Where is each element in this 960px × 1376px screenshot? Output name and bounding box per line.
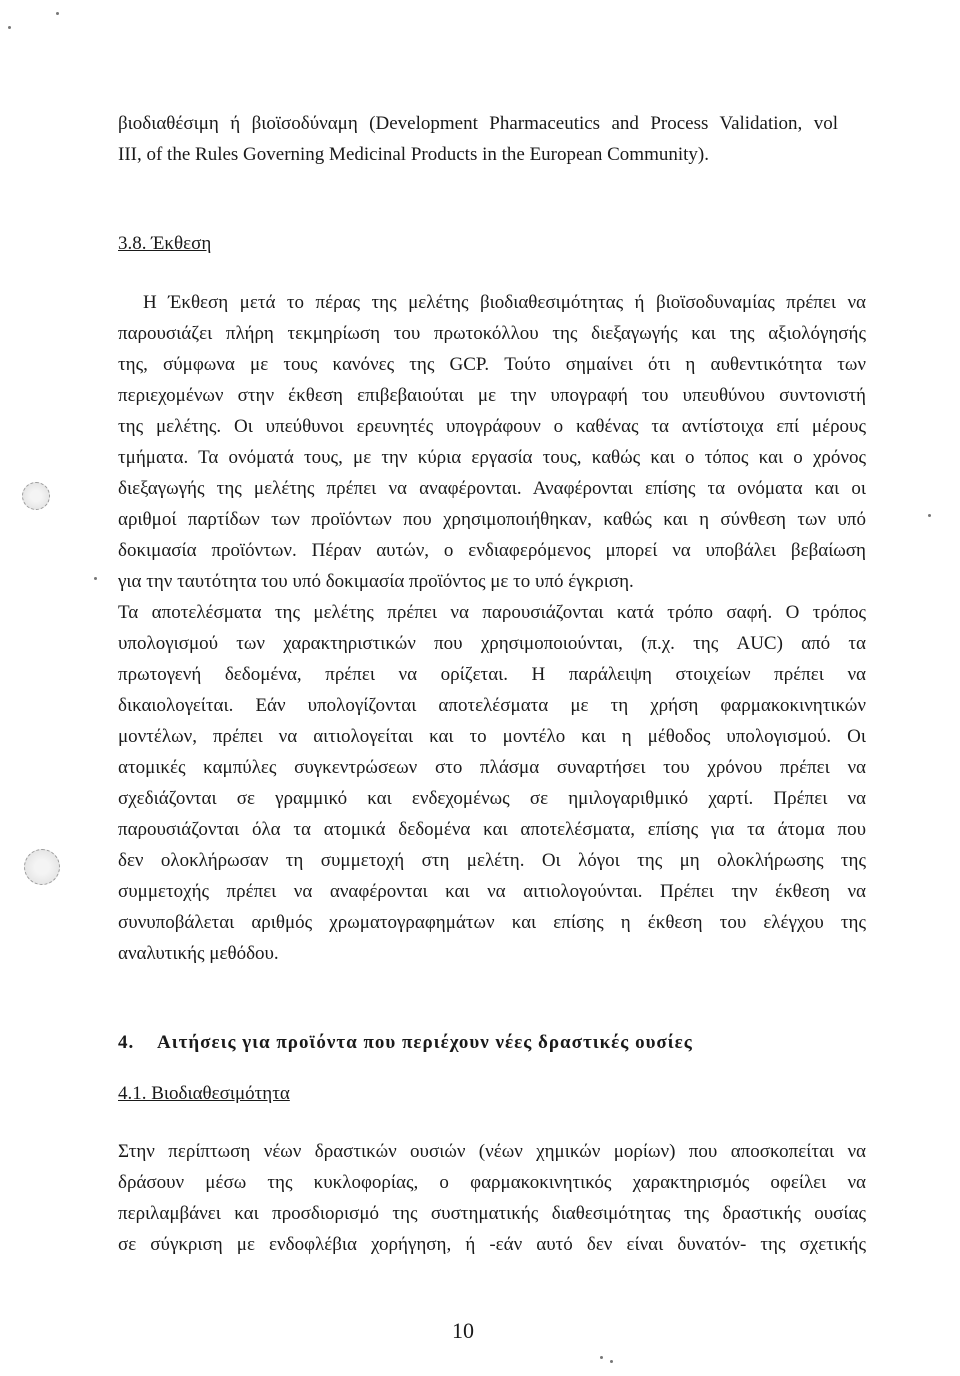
scan-speck: [94, 577, 97, 580]
paragraph-line: δικαιολογείται. Εάν υπολογίζονται αποτελέσματα με τη χρήση φαρμακοκινητικών: [118, 695, 866, 716]
paragraph-line: παρουσιάζει πλήρη τεκμηρίωση του πρωτοκόλλου της διεξαγωγής και της αξιολόγησής: [118, 323, 866, 344]
section-title-4: Αιτήσεις για προϊόντα που περιέχουν νέες δραστικές ουσίες: [157, 1032, 693, 1053]
punch-hole-icon: [24, 849, 60, 885]
paragraph-line: πρωτογενή δεδομένα, πρέπει να ορίζεται. Η παράλειψη στοιχείων πρέπει να: [118, 664, 866, 685]
paragraph-line: παρουσιάζονται όλα τα ατομικά δεδομένα και αποτελέσματα, επίσης για τα άτομα που: [118, 819, 866, 840]
section-number-4: 4.: [118, 1032, 135, 1053]
paragraph-line: αριθμοί παρτίδων των προϊόντων που χρησιμοποιήθηκαν, καθώς και η σύνθεση των υπό: [118, 509, 866, 530]
subsection-heading-4-1: 4.1. Βιοδιαθεσιμότητα: [118, 1083, 290, 1104]
paragraph-line: Η Έκθεση μετά το πέρας της μελέτης βιοδιαθεσιμότητας ή βιοϊσοδυναμίας πρέπει να: [143, 292, 866, 313]
paragraph-line: συνυποβάλεται αριθμός χρωματογραφημάτων και επίσης η έκθεση του ελέγχου της: [118, 912, 866, 933]
scan-speck: [610, 1360, 613, 1363]
paragraph-line: της, σύμφωνα με τους κανόνες της GCP. Τούτο σημαίνει ότι η αυθεντικότητα των: [118, 354, 866, 375]
paragraph-line: Στην περίπτωση νέων δραστικών ουσιών (νέων χημικών μορίων) που αποσκοπείται να: [118, 1141, 866, 1162]
page-number: 10: [452, 1318, 474, 1343]
paragraph-line: συμμετοχής πρέπει να αναφέρονται και να αιτιολογούνται. Πρέπει την έκθεση να: [118, 881, 866, 902]
paragraph-line: περιλαμβάνει και προσδιορισμό της συστηματικής διαθεσιμότητας της δραστικής ουσίας: [118, 1203, 866, 1224]
punch-hole-icon: [22, 482, 50, 510]
scan-speck: [8, 26, 11, 29]
intro-line: βιοδιαθέσιμη ή βιοϊσοδύναμη (Development Pharmaceutics and Process Validation, vol: [118, 113, 838, 134]
paragraph-line: δράσουν μέσω της κυκλοφορίας, ο φαρμακοκινητικός χαρακτηρισμός οφείλει να: [118, 1172, 866, 1193]
scan-speck: [928, 514, 931, 517]
paragraph-line: δοκιμασία προϊόντων. Πέραν αυτών, ο ενδιαφερόμενος μπορεί να υποβάλει βεβαίωση: [118, 540, 866, 561]
paragraph-line: Τα αποτελέσματα της μελέτης πρέπει να παρουσιάζονται κατά τρόπο σαφή. Ο τρόπος: [118, 602, 866, 623]
scan-speck: [600, 1356, 603, 1359]
paragraph-line: τμήματα. Τα ονόματά τους, με την κύρια εργασία τους, καθώς και ο τόπος και ο χρόνος: [118, 447, 866, 468]
paragraph-line: σε σύγκριση με ενδοφλέβια χορήγηση, ή -εάν αυτό δεν είναι δυνατόν- της σχετικής: [118, 1234, 866, 1255]
paragraph-line: ατομικές καμπύλες συγκεντρώσεων στο πλάσμα συναρτήσει του χρόνου πρέπει να: [118, 757, 866, 778]
paragraph-line: δεν ολοκλήρωσαν τη συμμετοχή στη μελέτη. Οι λόγοι της μη ολοκλήρωσης της: [118, 850, 866, 871]
paragraph-line: υπολογισμού των χαρακτηριστικών που χρησιμοποιούνται, (π.χ. της AUC) από τα: [118, 633, 866, 654]
scan-speck: [56, 12, 59, 15]
paragraph-line: μοντέλων, πρέπει να αιτιολογείται και το μοντέλο και η μέθοδος υπολογισμού. Οι: [118, 726, 866, 747]
paragraph-line: διεξαγωγής της μελέτης πρέπει να αναφέρονται. Αναφέρονται επίσης τα ονόματα και οι: [118, 478, 866, 499]
paragraph-line: της μελέτης. Οι υπεύθυνοι ερευνητές υπογράφουν ο καθένας τα αντίστοιχα επί μέρους: [118, 416, 866, 437]
paragraph-line: σχεδιάζονται σε γραμμικό και ενδεχομένως σε ημιλογαριθμικό χαρτί. Πρέπει να: [118, 788, 866, 809]
subsection-heading-3-8: 3.8. Έκθεση: [118, 233, 212, 254]
paragraph-line: περιεχομένων στην έκθεση επιβεβαιούται με την υπογραφή του υπευθύνου συντονιστή: [118, 385, 866, 406]
intro-line: III, of the Rules Governing Medicinal Products in the European Community).: [118, 144, 709, 165]
paragraph-line: για την ταυτότητα του υπό δοκιμασία προϊόντος με το υπό έγκριση.: [118, 571, 634, 592]
paragraph-line: αναλυτικής μεθόδου.: [118, 943, 279, 964]
